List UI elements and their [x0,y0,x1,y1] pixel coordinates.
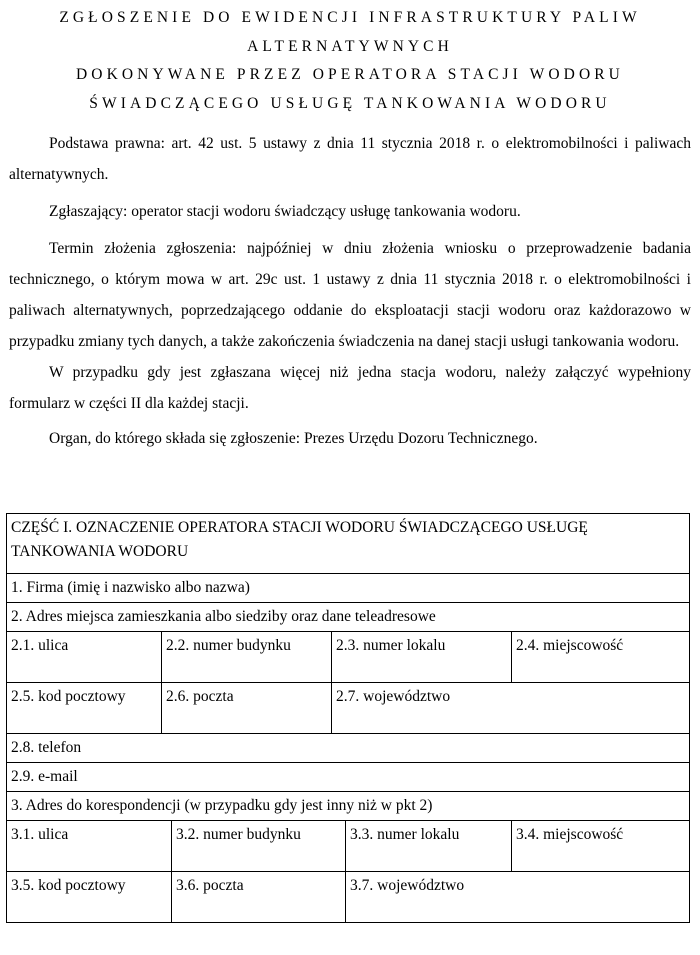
title-line-1: ZGŁOSZENIE DO EWIDENCJI INFRASTRUKTURY PALIW [59,9,641,26]
field-address-heading: 2. Adres miejsca zamieszkania albo siedziby oraz dane teleadresowe [7,603,690,632]
field-apartment-number[interactable]: 2.3. numer lokalu [332,632,512,683]
title-line-2: ALTERNATYWNYCH [247,37,453,55]
field-corr-street[interactable]: 3.1. ulica [7,821,172,872]
multiple-stations-paragraph: W przypadku gdy jest zgłaszana więcej niż jedna stacja wodoru, należy załączyć wypełniony formularz w części II dla każdej stacji. [9,364,691,412]
field-correspondence-heading: 3. Adres do korespondencji (w przypadku gdy jest inny niż w pkt 2) [7,792,690,821]
field-corr-post-office[interactable]: 3.6. poczta [172,872,346,923]
submitter-paragraph: Zgłaszający: operator stacji wodoru świadczący usługę tankowania wodoru. [49,203,521,220]
field-email[interactable]: 2.9. e-mail [7,763,690,792]
field-voivodeship[interactable]: 2.7. województwo [332,683,690,734]
title-line-4: ŚWIADCZĄCEGO USŁUGĘ TANKOWANIA WODORU [89,94,611,112]
document-title [0,0,700,118]
authority-paragraph: Organ, do którego składa się zgłoszenie: Prezes Urzędu Dozoru Technicznego. [49,430,538,447]
field-city[interactable]: 2.4. miejscowość [512,632,690,683]
legal-basis-paragraph: Podstawa prawna: art. 42 ust. 5 ustawy z dnia 11 stycznia 2018 r. o elektromobilności i paliwach alternatywnych. [9,135,691,183]
field-corr-building-number[interactable]: 3.2. numer budynku [172,821,346,872]
field-post-office[interactable]: 2.6. poczta [162,683,332,734]
deadline-paragraph: Termin złożenia zgłoszenia: najpóźniej w dniu złożenia wniosku o przeprowadzenie badania technicznego, o którym mowa w art. 29c ust. 1 ustawy z dnia 11 stycznia 2018 r. o elektromobilności i paliwach alternatywnych, poprzedzającego oddanie do eksploatacji stacji wodoru oraz każdorazowo w przypadku zmiany tych danych, a także zakończenia świadczenia na danej stacji usługi tankowania wodoru. [9,240,691,350]
field-company[interactable]: 1. Firma (imię i nazwisko albo nazwa) [7,574,690,603]
operator-form-table [6,513,690,923]
field-corr-postal-code[interactable]: 3.5. kod pocztowy [7,872,172,923]
field-phone[interactable]: 2.8. telefon [7,734,690,763]
field-corr-voivodeship[interactable]: 3.7. województwo [346,872,690,923]
field-street[interactable]: 2.1. ulica [7,632,162,683]
field-corr-apartment-number[interactable]: 3.3. numer lokalu [346,821,512,872]
field-corr-city[interactable]: 3.4. miejscowość [512,821,690,872]
field-building-number[interactable]: 2.2. numer budynku [162,632,332,683]
title-line-3: DOKONYWANE PRZEZ OPERATORA STACJI WODORU [76,66,624,83]
field-postal-code[interactable]: 2.5. kod pocztowy [7,683,162,734]
section-title: CZĘŚĆ I. OZNACZENIE OPERATORA STACJI WODORU ŚWIADCZĄCEGO USŁUGĘ TANKOWANIA WODORU [7,514,690,574]
